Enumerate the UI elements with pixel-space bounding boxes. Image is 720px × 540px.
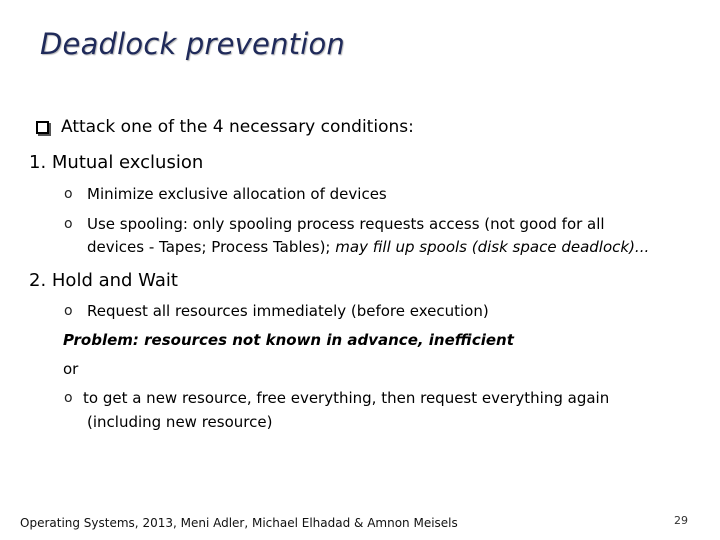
bullet-free-everything-continued: (including new resource) — [87, 413, 273, 431]
bullet-marker: o — [64, 390, 73, 406]
footer-credits: Operating Systems, 2013, Meni Adler, Michael Elhadad & Amnon Meisels — [20, 516, 458, 530]
bullet-marker: o — [64, 216, 73, 232]
page-number: 29 — [674, 514, 688, 527]
bullet-minimize-exclusive: Minimize exclusive allocation of devices — [87, 185, 387, 203]
intro-text: Attack one of the 4 necessary conditions: — [61, 117, 414, 137]
spooling-devices-text: devices - Tapes; Process Tables); — [87, 238, 331, 256]
spooling-deadlock-note: may fill up spools (disk space deadlock)... — [335, 238, 650, 256]
bullet-marker: o — [64, 186, 73, 202]
bullet-use-spooling: Use spooling: only spooling process requests access (not good for all — [87, 215, 605, 233]
slide-title: Deadlock prevention — [40, 27, 346, 61]
bullet-request-all: Request all resources immediately (before execution) — [87, 302, 489, 320]
bullet-use-spooling-continued — [87, 238, 649, 256]
intro-line — [36, 117, 414, 137]
problem-statement: Problem: resources not known in advance, inefficient — [63, 331, 514, 349]
bullet-marker: o — [64, 303, 73, 319]
section-heading-hold-and-wait: 2. Hold and Wait — [29, 270, 178, 291]
section-heading-mutual-exclusion: 1. Mutual exclusion — [29, 152, 204, 173]
checkbox-bullet-icon — [36, 121, 49, 134]
or-text: or — [63, 360, 79, 378]
bullet-free-everything: to get a new resource, free everything, then request everything again — [83, 389, 610, 407]
